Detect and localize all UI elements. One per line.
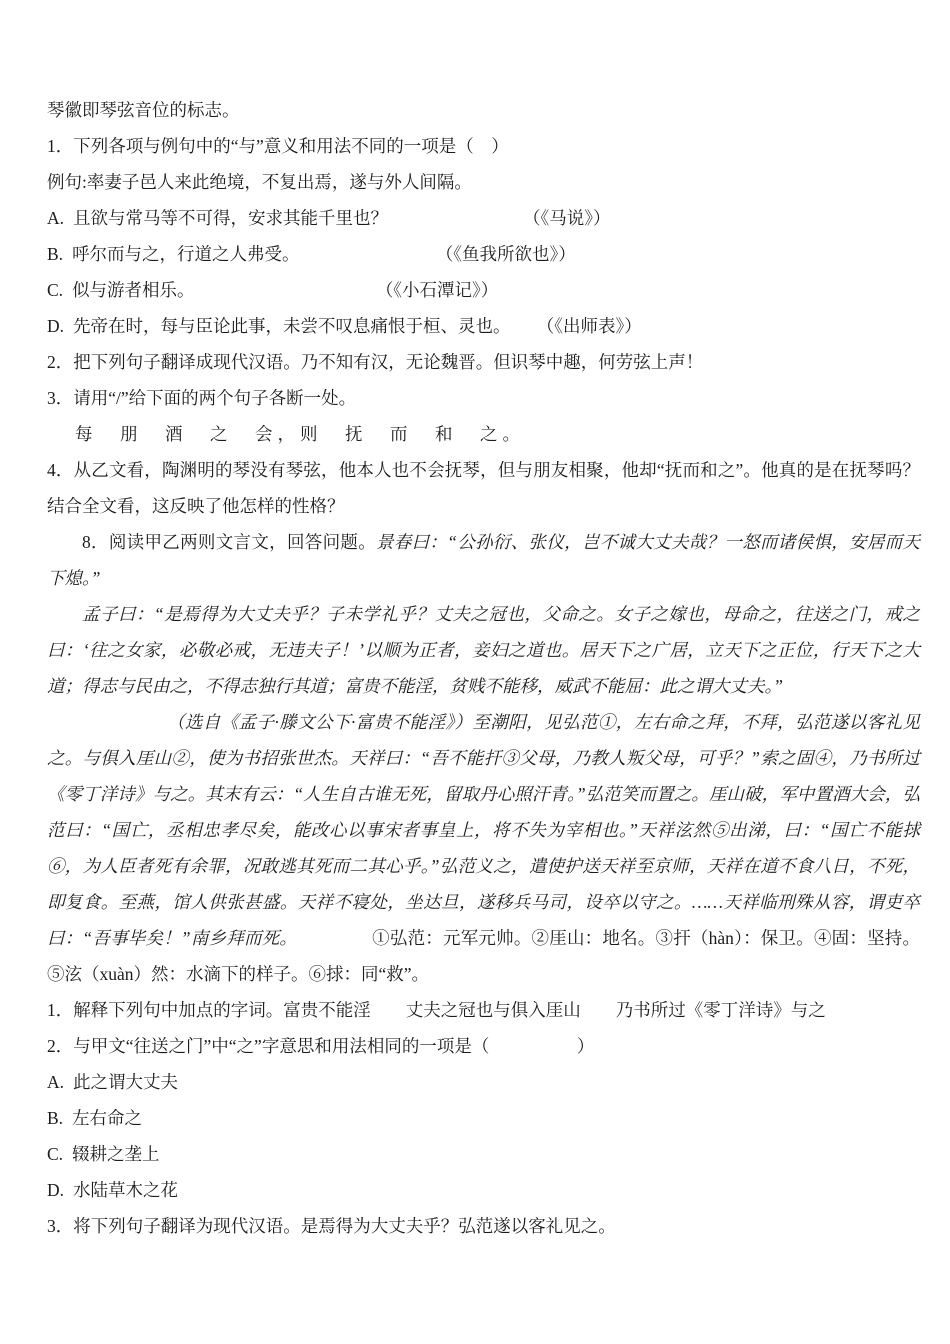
option-source: （《小石潭记》） — [384, 280, 499, 300]
q1-option-d — [47, 308, 920, 344]
q2-translate: 2．把下列句子翻译成现代汉语。乃不知有汉，无论魏晋。但识琴中趣，何劳弦上声！ — [47, 352, 704, 372]
s2-q2-stem: 2．与甲文“往送之门”中“之”字意思和用法相同的一项是（ ） — [47, 1036, 595, 1056]
q8-intro: 8．阅读甲乙两则文言文，回答问题。 — [82, 532, 376, 552]
q1-option-a — [47, 200, 920, 236]
option-label: B. — [47, 244, 64, 264]
q8-intro-paragraph — [47, 524, 920, 596]
q4-analysis: 4．从乙文看，陶渊明的琴没有琴弦，他本人也不会抚琴，但与朋友相聚，他却“抚而和之”。他真的是在抚琴吗？结合全文看，这反映了他怎样的性格？ — [47, 460, 920, 516]
s2-q2-option-b — [47, 1100, 920, 1136]
option-text: 辍耕之垄上 — [72, 1144, 160, 1164]
passage-jia-opening: 景春曰：“公孙衍、张仪，岂不诚大丈夫哉？一怒而诸侯惧，安居而天下熄。” — [47, 532, 920, 588]
passage-mengzi: 孟子曰：“是焉得为大丈夫乎？子未学礼乎？丈夫之冠也，父命之。女子之嫁也，母命之，往送之门，戒之曰：‘往之女家，必敬必戒，无违夫子！’以顺为正者，妾妇之道也。居天下之广居，立天下之正位，行天下之大道；得志与民由之，不得志独行其道；富贵不能淫，贫贱不能移，威武不能屈：此之谓大丈夫。” — [47, 604, 920, 696]
option-label: D. — [47, 1180, 65, 1200]
q1-option-c — [47, 272, 920, 308]
footnotes: ①弘范：元军元帅。②厓山：地名。③扞（hàn）：保卫。④固：坚持。⑤泫（xuàn）然：水滴下的样子。⑥捄：同“救”。 — [47, 928, 920, 984]
s2-q2-option-a — [47, 1064, 920, 1100]
option-source: （《马说》） — [523, 208, 611, 228]
q1-option-b — [47, 236, 920, 272]
option-text: 先帝在时，每与臣论此事，未尝不叹息痛恨于桓、灵也。 — [73, 316, 511, 336]
option-text: 似与游者相乐。 — [72, 280, 195, 300]
option-source: （《出师表》） — [545, 316, 642, 336]
q3-break-sentence: 每 朋 酒 之 会，则 抚 而 和 之。 — [75, 424, 525, 444]
option-text: 左右命之 — [72, 1108, 143, 1128]
option-label: C. — [47, 280, 64, 300]
option-label: A. — [47, 208, 65, 228]
option-text: 水陆草木之花 — [73, 1180, 179, 1200]
q1-stem: 1．下列各项与例句中的“与”意义和用法不同的一项是（ ） — [47, 136, 509, 156]
option-label: B. — [47, 1108, 64, 1128]
q3-punctuate: 3．请用“/”给下面的两个句子各断一处。 — [47, 388, 357, 408]
option-text: 且欲与常马等不可得，安求其能千里也？ — [73, 208, 389, 228]
s2-q2-option-d — [47, 1172, 920, 1208]
option-label: C. — [47, 1144, 64, 1164]
source-attribution: （选自《孟子·滕文公下·富贵不能淫》） — [167, 712, 473, 732]
q1-example-sentence: 例句:率妻子邑人来此绝境，不复出焉，遂与外人间隔。 — [47, 172, 472, 192]
context-tail-line: 琴徽即琴弦音位的标志。 — [47, 100, 240, 120]
option-source: （《鱼我所欲也》） — [444, 244, 576, 264]
s2-q1-explain-words: 1．解释下列句中加点的字词。富贵不能淫 丈夫之冠也与俱入厓山 乃书所过《零丁洋诗》与之 — [47, 1000, 826, 1020]
option-label: A. — [47, 1072, 65, 1092]
passage-wen-tianxiang: 至潮阳，见弘范①，左右命之拜，不拜，弘范遂以客礼见之。与俱入厓山②，使为书招张世杰。天祥曰：“吾不能扞③父母，乃教人叛父母，可乎？”索之固④，乃书所过《零丁洋诗》与之。其末有云：“人生自古谁无死，留取丹心照汗青。”弘范笑而置之。厓山破，军中置酒大会，弘范曰：“国亡，丞相忠孝尽矣，能改心以事宋者事皇上，将不失为宰相也。”天祥泫然⑤出涕，曰：“国亡不能捄⑥，为人臣者死有余罪，况敢逃其死而二其心乎。”弘范义之，遣使护送天祥至京师，天祥在道不食八日，不死，即复食。至燕，馆人供张甚盛。天祥不寝处，坐达旦，遂移兵马司，设卒以守之。……天祥临刑殊从容，谓吏卒曰：“吾事毕矣！”南乡拜而死。 — [47, 712, 920, 948]
option-label: D. — [47, 316, 65, 336]
s2-q2-option-c — [47, 1136, 920, 1172]
option-text: 呼尔而与之，行道之人弗受。 — [72, 244, 300, 264]
s2-q3-translate: 3．将下列句子翻译为现代汉语。是焉得为大丈夫乎？弘范遂以客礼见之。 — [47, 1216, 616, 1236]
passage-yi-paragraph — [47, 704, 920, 992]
option-text: 此之谓大丈夫 — [73, 1072, 179, 1092]
